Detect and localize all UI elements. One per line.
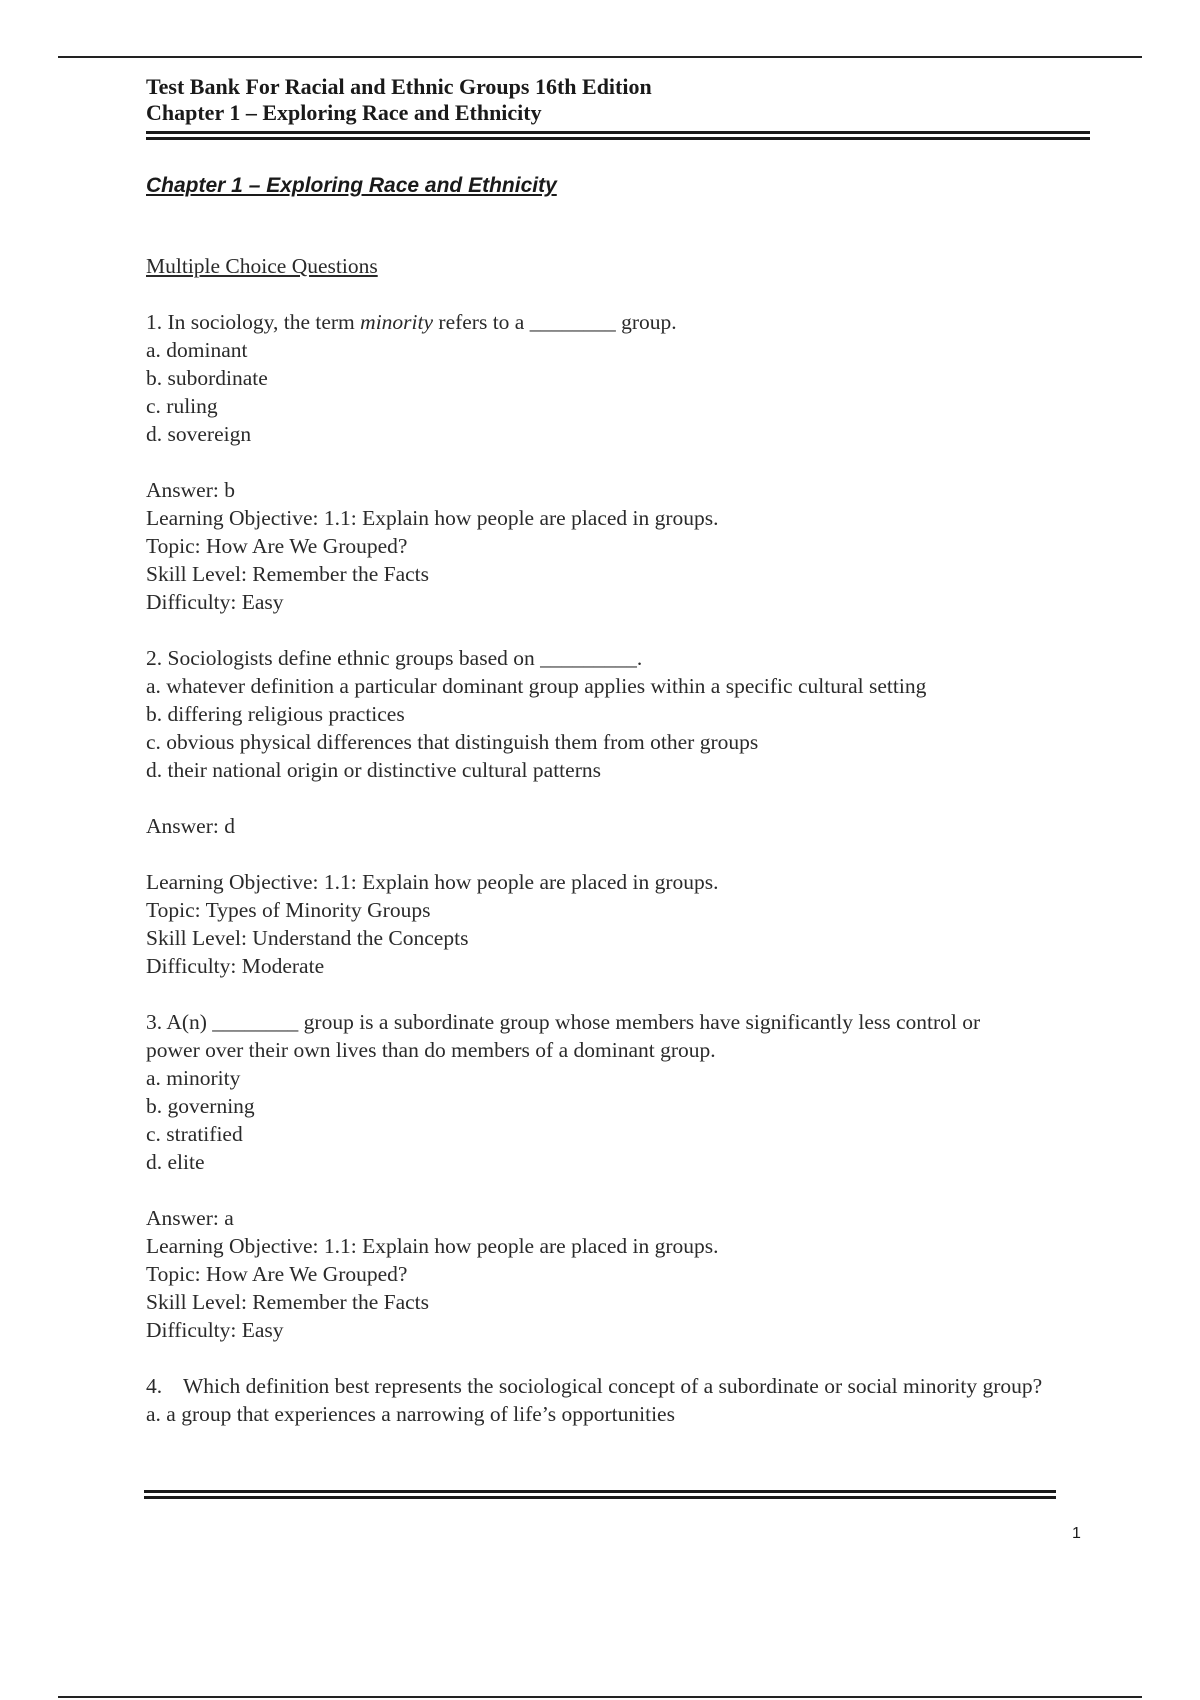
difficulty: Difficulty: Easy [146,590,284,614]
option-c: c. stratified [146,1122,243,1146]
option-b: b. governing [146,1094,255,1118]
option-a: a. a group that experiences a narrowing of life’s opportunities [146,1402,675,1426]
skill-level: Skill Level: Understand the Concepts [146,926,469,950]
question-2 [146,644,1090,980]
question-4 [146,1372,1090,1428]
chapter-heading: Chapter 1 – Exploring Race and Ethnicity [146,174,557,197]
question-stem: 3. A(n) ________ group is a subordinate group whose members have significantly less control or [146,1010,981,1034]
answer: Answer: a [146,1206,234,1230]
question-stem [146,1372,1090,1400]
question-number: 4. [146,1374,163,1398]
option-b: b. differing religious practices [146,702,405,726]
header-chapter: Chapter 1 – Exploring Race and Ethnicity [146,100,542,125]
header-double-rule [146,131,1090,140]
question-stem [146,308,1090,336]
question-3 [146,1008,1090,1344]
option-d: d. sovereign [146,422,252,446]
option-a: a. whatever definition a particular dominant group applies within a specific cultural setting [146,674,927,698]
learning-objective: Learning Objective: 1.1: Explain how people are placed in groups. [146,506,719,530]
skill-level: Skill Level: Remember the Facts [146,1290,430,1314]
answer: Answer: b [146,478,235,502]
option-c: c. obvious physical differences that distinguish them from other groups [146,730,759,754]
question-stem-continued: power over their own lives than do members of a dominant group. [146,1038,716,1062]
topic: Topic: How Are We Grouped? [146,534,408,558]
footer-double-rule [144,1490,1056,1499]
question-stem: 2. Sociologists define ethnic groups based on _________. [146,646,643,670]
difficulty: Difficulty: Moderate [146,954,325,978]
page-number: 1 [1072,1525,1081,1542]
difficulty: Difficulty: Easy [146,1318,284,1342]
option-c: c. ruling [146,394,218,418]
skill-level: Skill Level: Remember the Facts [146,562,430,586]
learning-objective: Learning Objective: 1.1: Explain how people are placed in groups. [146,870,719,894]
option-a: a. dominant [146,338,248,362]
stem-italic-term: minority [360,310,434,334]
section-heading: Multiple Choice Questions [146,254,378,278]
header-title: Test Bank For Racial and Ethnic Groups 16th Edition [146,74,652,99]
document-header [146,74,1090,126]
option-d: d. elite [146,1150,205,1174]
learning-objective: Learning Objective: 1.1: Explain how people are placed in groups. [146,1234,719,1258]
top-page-rule [58,56,1142,58]
bottom-page-rule [58,1696,1142,1698]
option-b: b. subordinate [146,366,268,390]
question-1 [146,308,1090,616]
answer: Answer: d [146,814,235,838]
topic: Topic: Types of Minority Groups [146,898,431,922]
stem-text: 1. In sociology, the term [146,310,361,334]
topic: Topic: How Are We Grouped? [146,1262,408,1286]
document-body [146,172,1090,1428]
stem-text: Which definition best represents the sociological concept of a subordinate or social minority group? [183,1374,1043,1398]
stem-text: refers to a ________ group. [433,310,677,334]
option-d: d. their national origin or distinctive cultural patterns [146,758,601,782]
option-a: a. minority [146,1066,241,1090]
